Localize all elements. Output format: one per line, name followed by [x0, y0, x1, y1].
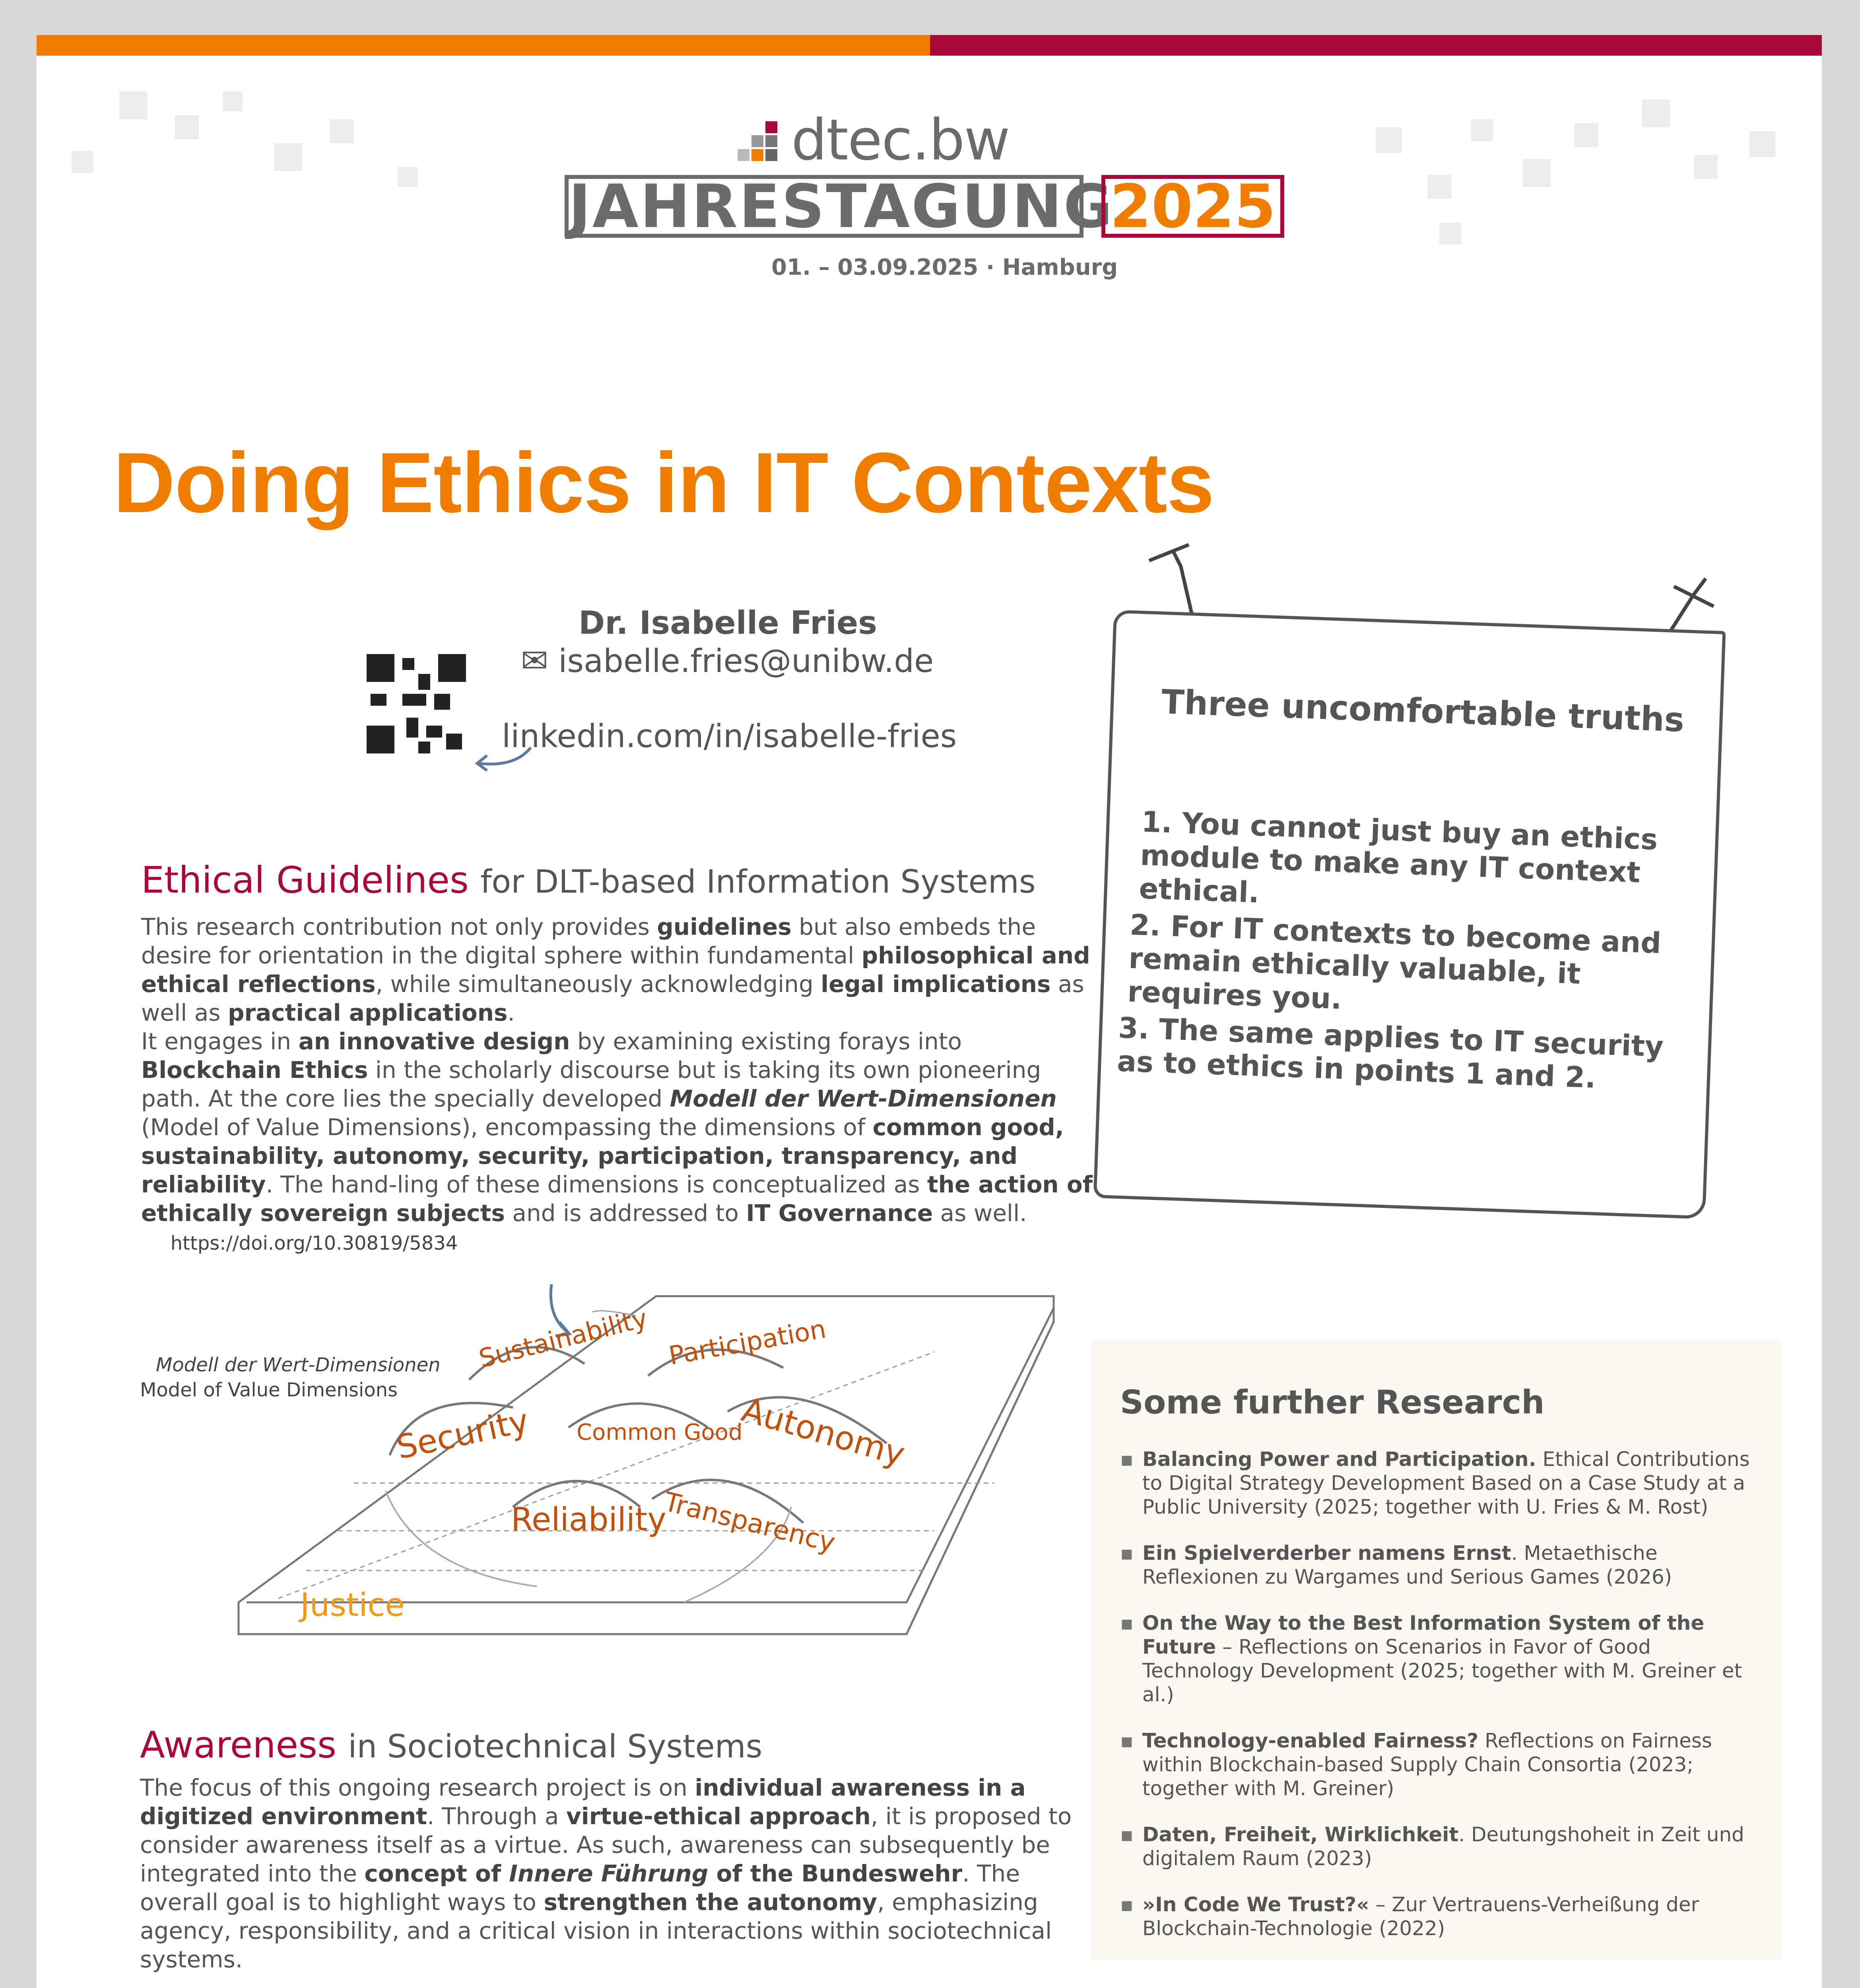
list-item: ▪ Ein Spielverderber namens Ernst. Metaethische Reflexionen zu Wargames und Serious Games (2026)	[1120, 1541, 1756, 1589]
note-heading: Three uncomfortable truths	[1161, 682, 1685, 740]
note-point-2: 2. For IT contexts to become and remain ethically valuable, it requires you.	[1127, 908, 1662, 1016]
guidelines-text: This research contribution not only provides guidelines but also embeds the desire for orientation in the digital sphere within fundamental philosophical and ethical reflections, while simultaneously acknowledging legal implications as well as practical applications. It engages in an innovative design by examining existing forays into Blockchain Ethics in the scholarly discourse but is taking its own pioneering path. At the core lies the specially developed Modell der Wert-Dimensionen (Model of Value Dimensions), encompassing the dimensions of common good, sustainability, autonomy, security, participation, transparency, and reliability. The hand-ling of these dimensions is conceptualized as the action of ethically sovereign subjects and is addressed to IT Governance as well. https://doi.org/10.30819/5834	[141, 913, 1093, 1255]
deco-square	[223, 91, 243, 111]
model-label-en: Model of Value Dimensions	[140, 1379, 398, 1401]
page-title: Doing Ethics in IT Contexts	[113, 435, 1214, 530]
note-point-1: 1. You cannot just buy an ethics module to make any IT context ethical.	[1138, 805, 1658, 909]
dim-justice: Justice	[300, 1586, 405, 1623]
deco-square	[274, 143, 302, 171]
awareness-text: The focus of this ongoing research project is on individual awareness in a digitized environment. Through a virtue-ethical approach, it is proposed to consider awareness itself as a virtue. As such, awareness can subsequently be integrated into the concept of Innere Führung of the Bundeswehr. The overall goal is to highlight ways to strengthen the autonomy, emphasizing agency, responsibility, and a critical vision in interactions within sociotechnical systems.	[140, 1774, 1072, 1973]
event-name: JAHRESTAGUNG	[565, 175, 1083, 238]
dim-security: Security	[393, 1402, 532, 1467]
dim-participation: Participation	[666, 1314, 828, 1371]
deco-square	[1427, 175, 1451, 199]
list-item: ▪ Daten, Freiheit, Wirklichkeit. Deutungshoheit in Zeit und digitalem Raum (2023)	[1120, 1823, 1756, 1870]
deco-square	[1471, 119, 1493, 141]
list-item: ▪ »In Code We Trust?« – Zur Vertrauens-Verheißung der Blockchain-Technologie (2022)	[1120, 1893, 1756, 1940]
list-item: ▪ On the Way to the Best Information System of the Future – Reflections on Scenarios in Favor of Good Technology Development (2025; together with M. Greiner et al.)	[1120, 1611, 1756, 1706]
dtec-pixel-icon	[738, 121, 785, 165]
model-label-de: Modell der Wert-Dimensionen	[156, 1354, 441, 1376]
top-color-bar	[37, 35, 1822, 56]
deco-square	[1575, 123, 1598, 147]
doi-link[interactable]: https://doi.org/10.30819/5834	[170, 1232, 458, 1254]
author-qr-code[interactable]	[367, 654, 466, 753]
linkedin-link[interactable]: linkedin.com/in/isabelle-fries	[502, 718, 957, 755]
author-name: Dr. Isabelle Fries	[579, 604, 877, 641]
deco-square	[1439, 223, 1461, 245]
further-heading: Some further Research	[1120, 1384, 1545, 1421]
dim-transparency: Transparency	[661, 1486, 838, 1559]
deco-square	[175, 115, 199, 139]
list-item: ▪ Technology-enabled Fairness? Reflections on Fairness within Blockchain-based Supply Chain Consortia (2023; together with M. Greiner)	[1120, 1729, 1756, 1800]
deco-square	[1376, 127, 1402, 153]
author-email[interactable]	[521, 642, 934, 680]
further-list	[1120, 1447, 1756, 1963]
dim-reliability: Reliability	[511, 1501, 666, 1538]
truths-note	[1093, 610, 1726, 1219]
dim-autonomy: Autonomy	[738, 1391, 909, 1474]
dim-sustainability: Sustainability	[476, 1303, 650, 1374]
event-date: 01. – 03.09.2025 · Hamburg	[771, 254, 1118, 280]
deco-square	[1642, 99, 1670, 127]
deco-square	[330, 119, 354, 143]
deco-square	[119, 91, 147, 119]
deco-square	[398, 167, 417, 187]
guidelines-heading: Ethical Guidelines for DLT-based Information Systems	[141, 859, 1036, 901]
dtec-logo-text: dtec.bw	[791, 107, 1010, 173]
further-research-panel	[1091, 1340, 1782, 1960]
list-item: ▪ Balancing Power and Participation. Ethical Contributions to Digital Strategy Development Based on a Case Study at a Public University (2025; together with U. Fries & M. Rost)	[1120, 1447, 1756, 1519]
awareness-heading: Awareness in Sociotechnical Systems	[140, 1724, 763, 1766]
mail-icon: ✉	[521, 642, 548, 680]
deco-square	[1749, 131, 1775, 157]
note-point-3: 3. The same applies to IT security as to ethics in points 1 and 2.	[1116, 1011, 1664, 1095]
event-year: 2025	[1101, 175, 1284, 238]
deco-square	[72, 151, 93, 173]
deco-square	[1694, 155, 1718, 179]
deco-square	[1523, 159, 1551, 187]
dim-common-good: Common Good	[577, 1419, 743, 1445]
email-text: isabelle.fries@unibw.de	[558, 643, 934, 679]
